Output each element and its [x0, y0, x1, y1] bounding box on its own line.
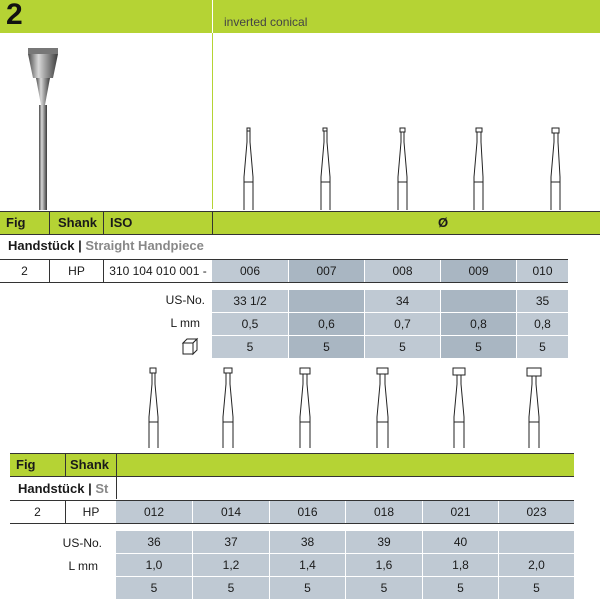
l-cell: 1,4 [269, 554, 345, 576]
us-cell [440, 290, 516, 312]
table1-iso: 310 104 010 001 - [109, 264, 207, 278]
us-cell: 37 [192, 531, 269, 553]
us-cell: 35 [516, 290, 568, 312]
pack-cell: 5 [364, 336, 440, 358]
us-cell: 36 [116, 531, 192, 553]
bur-diagram-row1 [230, 122, 600, 212]
pack-cell: 5 [422, 577, 498, 599]
us-cell: 39 [345, 531, 422, 553]
size-cell: 021 [422, 501, 498, 523]
table2-fig: 2 [34, 505, 41, 519]
l-cell: 1,8 [422, 554, 498, 576]
table1-col-shank: Shank [58, 215, 98, 230]
us-cell [498, 531, 574, 553]
size-cell: 008 [364, 260, 440, 282]
pack-cell: 5 [498, 577, 574, 599]
size-cell: 014 [192, 501, 269, 523]
size-cell: 023 [498, 501, 574, 523]
table1-shank: HP [68, 264, 85, 278]
table1-sizes [212, 259, 568, 283]
size-cell: 012 [116, 501, 192, 523]
pack-cell: 5 [192, 577, 269, 599]
pack-cell: 5 [440, 336, 516, 358]
l-cell: 1,2 [192, 554, 269, 576]
table2-l-label: L mm [68, 559, 98, 573]
table2-col-shank: Shank [70, 457, 110, 472]
table1-col-iso: ISO [110, 215, 133, 230]
table2-section-title: Handstück | St [18, 481, 109, 496]
table2-data [116, 531, 574, 600]
table2-us-label: US-No. [62, 536, 102, 550]
l-cell: 0,7 [364, 313, 440, 335]
size-cell: 016 [269, 501, 345, 523]
us-cell [288, 290, 364, 312]
table1-fig: 2 [21, 264, 28, 278]
l-cell: 2,0 [498, 554, 574, 576]
pack-cell: 5 [345, 577, 422, 599]
l-cell: 0,5 [212, 313, 288, 335]
pack-cell: 5 [212, 336, 288, 358]
header-divider [212, 0, 213, 33]
table2-col-fig: Fig [16, 457, 36, 472]
table1-col-fig: Fig [6, 215, 26, 230]
l-cell: 1,0 [116, 554, 192, 576]
l-cell: 1,6 [345, 554, 422, 576]
table1-section-title: Handstück | Straight Handpiece [8, 238, 204, 253]
table1-row [0, 259, 212, 283]
us-cell: 34 [364, 290, 440, 312]
bur-photo [20, 40, 90, 210]
l-cell: 0,8 [440, 313, 516, 335]
table1-l-label: L mm [170, 316, 200, 330]
table1-data [212, 290, 568, 359]
l-cell: 0,8 [516, 313, 568, 335]
box-icon [180, 336, 200, 356]
table2-shank: HP [82, 505, 100, 519]
table1-us-label: US-No. [165, 293, 205, 307]
size-cell: 006 [212, 260, 288, 282]
table2-sizes [116, 500, 574, 524]
header-subtitle: inverted conical [224, 15, 308, 29]
size-cell: 010 [516, 260, 568, 282]
table2-header-bar [10, 453, 574, 477]
pack-cell: 5 [269, 577, 345, 599]
table2-row [10, 500, 116, 524]
size-cell: 007 [288, 260, 364, 282]
l-cell: 0,6 [288, 313, 364, 335]
us-cell: 33 1/2 [212, 290, 288, 312]
pack-cell: 5 [288, 336, 364, 358]
pack-cell: 5 [516, 336, 568, 358]
header-number: 2 [6, 0, 23, 31]
table1-col-diameter: Ø [438, 215, 449, 230]
size-cell: 018 [345, 501, 422, 523]
photo-divider [212, 33, 213, 209]
size-cell: 009 [440, 260, 516, 282]
us-cell: 38 [269, 531, 345, 553]
us-cell: 40 [422, 531, 498, 553]
bur-diagram-row2 [130, 362, 550, 452]
table1-header-bar [0, 211, 600, 235]
pack-cell: 5 [116, 577, 192, 599]
